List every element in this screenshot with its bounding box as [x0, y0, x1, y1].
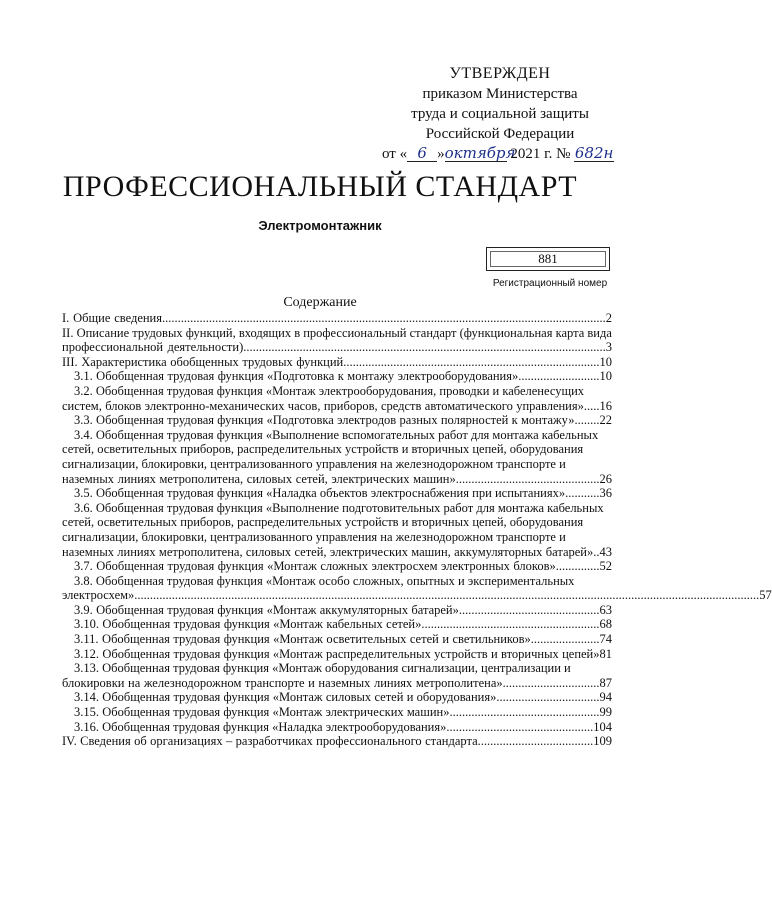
registration-number: 881	[538, 251, 558, 266]
toc-entry-page: 3	[605, 340, 612, 355]
toc-entry-text: 3.1. Обобщенная трудовая функция «Подготовка к монтажу электрооборудования»	[74, 369, 519, 384]
order-quote-close: »	[437, 146, 445, 162]
toc-entry	[62, 311, 612, 326]
order-line	[380, 144, 620, 164]
toc-entry	[62, 647, 612, 662]
toc-entry	[62, 486, 612, 501]
toc-entry-text: 3.3. Обобщенная трудовая функция «Подготовка электродов разных полярностей к монтажу»	[74, 413, 575, 428]
approval-line-1: приказом Министерства	[422, 86, 578, 102]
toc-entry-page: 99	[599, 705, 612, 720]
table-of-contents	[62, 311, 772, 749]
toc-dot-leader: ..................................................................................	[343, 354, 600, 369]
toc-entry	[62, 428, 612, 486]
toc-entry-text: I. Общие сведения	[62, 311, 162, 325]
toc-entry-text: 3.7. Обобщенная трудовая функция «Монтаж сложных электросхем электронных блоков»	[74, 559, 556, 574]
toc-entry-page: 10	[599, 354, 612, 369]
toc-entry	[62, 720, 612, 735]
toc-entry-page: 22	[599, 413, 612, 428]
toc-entry-text: 3.6. Обобщенная трудовая функция «Выполнение подготовительных работ для монтажа кабельных сетей, осветительных приборов, распределительных устройств и вторичных цепей, оборудования сигнализации, блокировки, централизованного управления на железнодорожном транспорте и наземных линиях метрополитена, силовых сетей, электрических машин, аккумуляторных батарей»	[62, 500, 604, 559]
toc-entry	[62, 559, 612, 574]
toc-dot-leader: .............................................	[458, 602, 600, 617]
profession-name: Электромонтажник	[258, 218, 382, 233]
toc-entry-page: 87	[599, 675, 612, 690]
toc-dot-leader: .....	[583, 398, 600, 413]
contents-title: Содержание	[283, 295, 357, 310]
toc-entry-text: III. Характеристика обобщенных трудовых функций	[62, 354, 344, 369]
toc-dot-leader: ....................................................................................................................	[243, 340, 606, 355]
order-number: 682н	[574, 144, 614, 162]
toc-dot-leader: ................................................	[449, 705, 600, 720]
toc-entry-page: 57	[759, 588, 772, 603]
toc-dot-leader: ..............	[555, 559, 600, 574]
toc-entry-page: 16	[599, 398, 612, 413]
document-title: ПРОФЕССИОНАЛЬНЫЙ СТАНДАРТ	[62, 170, 578, 203]
toc-dot-leader: .....................................	[477, 734, 594, 749]
toc-entry-page: 81	[599, 646, 612, 661]
toc-entry	[62, 632, 612, 647]
toc-entry	[62, 734, 612, 749]
toc-entry	[62, 384, 612, 413]
toc-entry-page: 68	[599, 617, 612, 632]
approval-heading: УТВЕРЖДЕН	[449, 65, 551, 82]
toc-entry	[62, 369, 612, 384]
toc-dot-leader: ...............................................	[446, 719, 594, 734]
toc-entry	[62, 326, 612, 355]
toc-entry-text: 3.2. Обобщенная трудовая функция «Монтаж электрооборудования, проводки и кабеленесущих систем, блоков электронно-механических часов, приборов, средств автоматического управления»	[62, 383, 585, 413]
toc-dot-leader: ..............................................................................................................................................	[162, 311, 606, 325]
toc-entry-text: 3.16. Обобщенная трудовая функция «Наладка электрооборудования»	[74, 719, 447, 734]
order-month: октября	[444, 144, 516, 162]
toc-entry-text: 3.11. Обобщенная трудовая функция «Монтаж осветительных сетей и светильников»	[74, 632, 531, 647]
toc-entry	[62, 661, 612, 690]
toc-entry-text: 3.5. Обобщенная трудовая функция «Наладка объектов электроснабжения при испытаниях»	[74, 486, 566, 501]
order-prefix: от «	[382, 146, 408, 162]
registration-number-box	[486, 247, 610, 271]
toc-entry-page: 2	[605, 311, 612, 325]
toc-entry	[62, 617, 612, 632]
toc-dot-leader: ...............................	[502, 675, 600, 690]
toc-entry-text: 3.4. Обобщенная трудовая функция «Выполнение вспомогательных работ для монтажа кабельных сетей, осветительных приборов, распределительных устройств и вторичных цепей, оборудования сигнализации, блокировки, централизованного управления на железнодорожном транспорте и наземных линиях метрополитена, силовых сетей, электрических машин»	[62, 427, 599, 486]
toc-entry	[62, 355, 612, 370]
toc-entry	[62, 501, 612, 559]
toc-dot-leader: ..............................................	[455, 471, 600, 486]
toc-entry	[62, 705, 612, 720]
toc-entry-page: 104	[593, 719, 612, 734]
toc-entry-page: 43	[599, 544, 612, 559]
toc-dot-leader: ......................	[530, 632, 600, 647]
order-day: 6	[407, 145, 437, 162]
toc-entry-text: 3.15. Обобщенная трудовая функция «Монтаж электрических машин»	[74, 705, 450, 720]
toc-entry-page: 63	[599, 602, 612, 617]
toc-entry-page: 26	[599, 471, 612, 486]
toc-entry-page: 36	[599, 486, 612, 501]
toc-entry-text: 3.13. Обобщенная трудовая функция «Монтаж оборудования сигнализации, централизации и блокировки на железнодорожном транспорте и наземных линиях метрополитена»	[62, 661, 571, 690]
approval-block	[380, 64, 620, 164]
toc-entry-text: 3.12. Обобщенная трудовая функция «Монтаж распределительных устройств и вторичных цепей»	[74, 646, 600, 661]
toc-entry-page: 10	[599, 369, 612, 384]
registration-label: Регистрационный номер	[492, 278, 608, 289]
toc-entry-text: 3.8. Обобщенная трудовая функция «Монтаж особо сложных, опытных и экспериментальных электросхем»	[62, 573, 575, 603]
toc-entry	[62, 573, 772, 603]
toc-entry	[62, 603, 612, 618]
toc-entry-text: II. Описание трудовых функций, входящих в профессиональный стандарт (функциональная карта вида профессиональной деятельности)	[62, 325, 612, 355]
toc-entry-page: 52	[599, 559, 612, 574]
toc-entry-text: 3.9. Обобщенная трудовая функция «Монтаж аккумуляторных батарей»	[74, 602, 459, 617]
toc-dot-leader: .................................	[496, 690, 600, 705]
toc-dot-leader: ........	[574, 413, 600, 428]
toc-entry	[62, 690, 612, 705]
toc-entry-page: 109	[593, 734, 612, 749]
toc-entry-page: 74	[599, 632, 612, 647]
toc-dot-leader: ..	[593, 544, 600, 559]
toc-dot-leader: ........................................................................................................................................................................................................	[134, 588, 760, 603]
toc-entry-text: IV. Сведения об организациях – разработчиках профессионального стандарта	[62, 734, 478, 749]
approval-line-2: труда и социальной защиты	[411, 106, 589, 122]
toc-dot-leader: .........................................................	[421, 617, 600, 632]
toc-dot-leader: ...........	[565, 486, 600, 501]
toc-entry-text: 3.14. Обобщенная трудовая функция «Монтаж силовых сетей и оборудования»	[74, 690, 497, 705]
order-year: 2021 г. №	[510, 146, 571, 162]
toc-entry-page: 94	[599, 690, 612, 705]
approval-line-3: Российской Федерации	[425, 126, 575, 142]
toc-entry	[62, 413, 612, 428]
toc-entry-text: 3.10. Обобщенная трудовая функция «Монтаж кабельных сетей»	[74, 617, 422, 632]
toc-dot-leader: ..........................	[518, 369, 600, 384]
